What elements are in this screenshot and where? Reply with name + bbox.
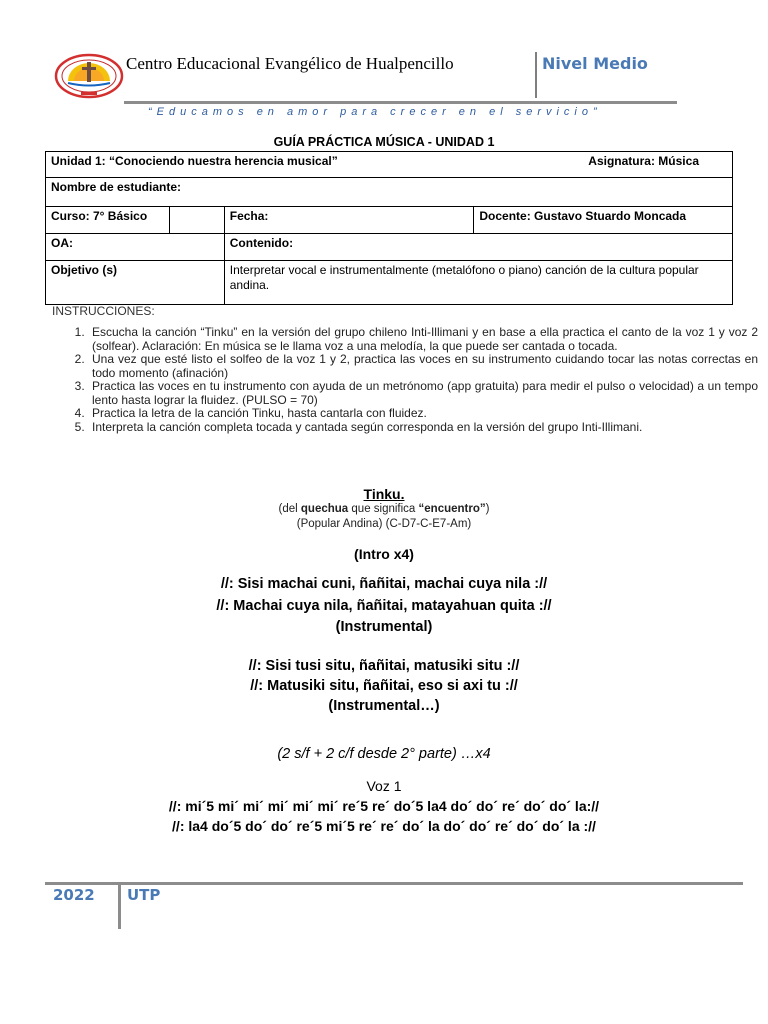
teacher-cell: Docente: Gustavo Stuardo Moncada bbox=[474, 207, 733, 234]
etymology-mid: que significa bbox=[348, 503, 419, 515]
song-origin-chords: (Popular Andina) (C-D7-C-E7-Am) bbox=[296, 518, 472, 530]
footer-year: 2022 bbox=[53, 886, 95, 904]
voice-title: Voz 1 bbox=[366, 778, 402, 794]
song-etymology bbox=[0, 503, 768, 515]
header-rule bbox=[124, 101, 677, 104]
document-title: GUÍA PRÁCTICA MÚSICA - UNIDAD 1 bbox=[273, 135, 495, 149]
song-title: Tinku. bbox=[363, 486, 405, 502]
lyric-instrumental: (Instrumental) bbox=[335, 619, 433, 635]
objective-label: Objetivo (s) bbox=[46, 261, 225, 305]
etymology-prefix: (del bbox=[278, 503, 301, 515]
date-field[interactable]: Fecha: bbox=[224, 207, 474, 234]
header-divider bbox=[535, 52, 537, 98]
song-intro: (Intro x4) bbox=[354, 546, 414, 562]
unit-label: Unidad 1: “Conociendo nuestra herencia musical” bbox=[51, 154, 338, 168]
etymology-word-encuentro: “encuentro” bbox=[418, 503, 486, 515]
instructions-list bbox=[52, 326, 758, 434]
footer-department: UTP bbox=[127, 886, 161, 904]
lyric-instrumental: (Instrumental…) bbox=[328, 698, 440, 714]
course-cell: Curso: 7° Básico bbox=[46, 207, 170, 234]
lyric-line: //: Matusiki situ, ñañitai, eso si axi tu :// bbox=[250, 678, 518, 694]
footer-rule bbox=[45, 882, 743, 885]
school-name: Centro Educacional Evangélico de Hualpencillo bbox=[126, 54, 454, 73]
content-cell: Contenido: bbox=[224, 234, 732, 261]
instruction-item: 4. Practica la letra de la canción Tinku, hasta cantarla con fluidez. bbox=[88, 407, 758, 421]
course-blank-cell bbox=[169, 207, 224, 234]
voice-line: //: mi´5 mi´ mi´ mi´ mi´ mi´ re´5 re´ do´5 la4 do´ do´ re´ do´ do´ la:// bbox=[168, 798, 600, 814]
instruction-item: 1. Escucha la canción “Tinku” en la versión del grupo chileno Inti-Illimani y en base a ella practica el canto de la voz 1 y voz 2 (solfear). Aclaración: En música se le llama voz a una melodía, la que puede ser cantada o tocada. bbox=[88, 326, 758, 353]
subject-label: Asignatura: Música bbox=[588, 154, 699, 168]
lyric-line: //: Sisi tusi situ, ñañitai, matusiki situ :// bbox=[248, 658, 520, 674]
voice-line: //: la4 do´5 do´ do´ re´5 mi´5 re´ re´ do´ la do´ do´ re´ do´ do´ la :// bbox=[172, 818, 596, 834]
etymology-word-quechua: quechua bbox=[300, 503, 349, 515]
school-motto: “Educamos en amor para crecer en el servicio” bbox=[148, 106, 602, 118]
lyric-line: //: Machai cuya nila, ñañitai, matayahuan quita :// bbox=[216, 598, 552, 614]
strum-note: (2 s/f + 2 c/f desde 2° parte) …x4 bbox=[277, 746, 491, 762]
instruction-item: 2. Una vez que esté listo el solfeo de la voz 1 y 2, practica las voces en su instrumento cuidando tocar las notas correctas en todo momento (afinación) bbox=[88, 353, 758, 380]
instruction-item: 3. Practica las voces en tu instrumento con ayuda de un metrónomo (app gratuita) para medir el pulso o velocidad) a un tempo lento hasta lograr la fluidez. (PULSO = 70) bbox=[88, 380, 758, 407]
lyric-line: //: Sisi machai cuni, ñañitai, machai cuya nila :// bbox=[220, 576, 548, 592]
unit-row bbox=[46, 152, 733, 178]
student-info-table bbox=[45, 151, 733, 305]
instruction-item: 5. Interpreta la canción completa tocada y cantada según corresponda en la versión del grupo Inti-Illimani. bbox=[88, 421, 758, 435]
school-logo bbox=[54, 50, 124, 100]
instructions-heading: INSTRUCCIONES: bbox=[52, 304, 155, 318]
objective-text: Interpretar vocal e instrumentalmente (metalófono o piano) canción de la cultura popular andina. bbox=[224, 261, 732, 305]
student-name-field[interactable]: Nombre de estudiante: bbox=[46, 178, 733, 207]
oa-cell: OA: bbox=[46, 234, 225, 261]
etymology-suffix: ) bbox=[485, 503, 490, 515]
footer-divider bbox=[118, 885, 121, 929]
education-level: Nivel Medio bbox=[542, 54, 648, 73]
